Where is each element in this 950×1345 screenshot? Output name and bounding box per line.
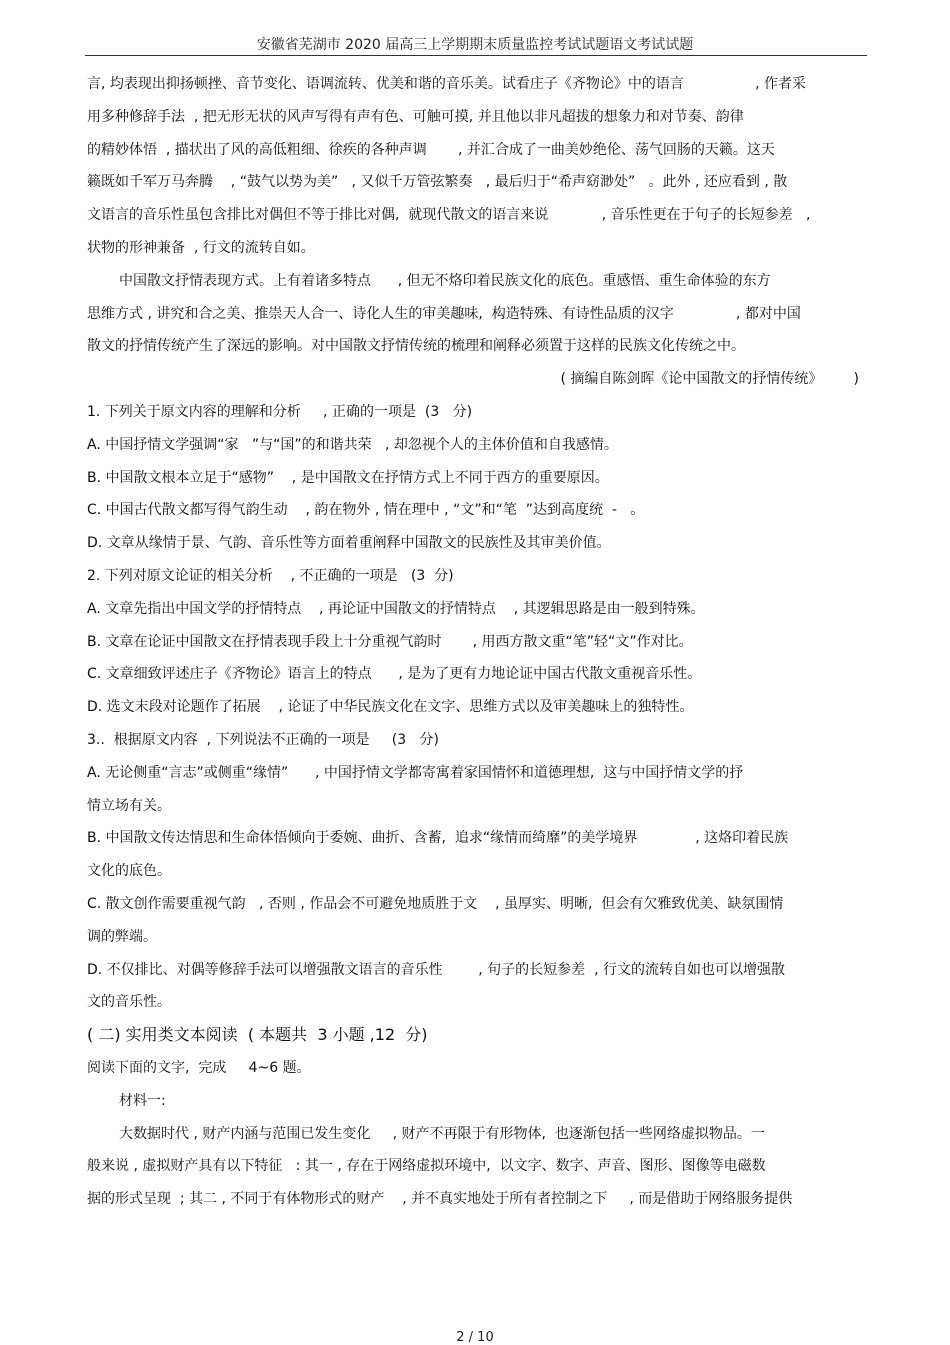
text-line: ( 摘编自陈剑晖《论中国散文的抒情传统》 ) [560,371,859,388]
text-line: A. 文章先指出中国文学的抒情特点 , 再论证中国散文的抒情特点 , 其逻辑思路是由一般到特殊。 [87,600,705,617]
text-line: 文的音乐性。 [87,994,171,1011]
text-line: 言, 均表现出抑扬顿挫、音节变化、语调流转、优美和谐的音乐美。试看庄子《齐物论》中的语言 , 作者采 [87,76,807,92]
text-line: 材料一: [119,1092,166,1109]
header-divider [85,55,867,56]
text-line: 文化的底色。 [87,863,171,880]
text-line: ( 二) 实用类文本阅读 ( 本题共 3 小题 ,12 分) [87,1025,428,1045]
text-line: D. 文章从缘情于景、气韵、音乐性等方面着重阐释中国散文的民族性及其审美价值。 [87,535,611,552]
text-line: 籁既如千军万马奔腾 , “鼓气以势为美” , 又似千万管弦繁奏 , 最后归于“希声窈渺处” 。此外 , 还应看到 , 散 [87,174,788,191]
text-line: B. 文章在论证中国散文在抒情表现手段上十分重视气韵时 , 用西方散文重“笔”轻“文”作对比。 [87,633,693,650]
text-line: 1. 下列关于原文内容的理解和分析 , 正确的一项是 (3 分) [87,403,473,420]
text-line: B. 中国散文传达情思和生命体悟倾向于委婉、曲折、含蓄, 追求“缘情而绮靡”的美学境界 , 这烙印着民族 [87,830,789,847]
text-line: 般来说 , 虚拟财产具有以下特征 : 其一 , 存在于网络虚拟环境中, 以文字、数字、声音、图形、图像等电磁数 [87,1158,766,1175]
text-line: D. 不仅排比、对偶等修辞手法可以增强散文语言的音乐性 , 句子的长短参差 , 行文的流转自如也可以增强散 [87,961,785,978]
text-line: 3.. 根据原文内容 , 下列说法不正确的一项是 (3 分) [87,731,439,748]
page-number: 2 / 10 [456,1330,494,1345]
text-line: A. 中国抒情文学强调“家 ”与“国”的和谐共荣 , 却忽视个人的主体价值和自我感情。 [87,436,618,453]
document-body [87,68,867,1216]
text-line: 用多种修辞手法 , 把无形无状的风声写得有声有色、可触可摸, 并且他以非凡超拔的想象力和对节奏、韵律 [87,108,744,125]
text-line: B. 中国散文根本立足于“感物” , 是中国散文在抒情方式上不同于西方的重要原因。 [87,469,609,486]
text-line: 状物的形神兼备 , 行文的流转自如。 [87,239,315,256]
text-line: 据的形式呈现 ; 其二 , 不同于有体物形式的财产 , 并不真实地处于所有者控制之下 , 而是借助于网络服务提供 [87,1191,793,1208]
page-header: 安徽省芜湖市 2020 届高三上学期期末质量监控考试试题语文考试试题 [256,37,694,53]
text-line: 思维方式 , 讲究和合之美、推崇天人合一、诗化人生的审美趣味, 构造特殊、有诗性品质的汉字 , 都对中国 [87,305,801,322]
text-line: 文语言的音乐性虽包含排比对偶但不等于排比对偶, 就现代散文的语言来说 , 音乐性更在于句子的长短参差 , [87,207,811,224]
text-line: 大数据时代 , 财产内涵与范围已发生变化 , 财产不再限于有形物体, 也逐渐包括一些网络虚拟物品。一 [119,1125,765,1142]
text-line: D. 选文末段对论题作了拓展 , 论证了中华民族文化在文字、思维方式以及审美趣味上的独特性。 [87,699,694,716]
text-line: 散文的抒情传统产生了深远的影响。对中国散文抒情传统的梳理和阐释必须置于这样的民族文化传统之中。 [87,338,745,355]
text-line: 2. 下列对原文论证的相关分析 , 不正确的一项是 (3 分) [87,567,454,584]
text-line: C. 散文创作需要重视气韵 , 否则 , 作品会不可避免地质胜于文 , 虽厚实、明晰, 但会有欠雅致优美、缺氛围情 [87,895,784,912]
text-line: A. 无论侧重“言志”或侧重“缘情” , 中国抒情文学都寄寓着家国情怀和道德理想, 这与中国抒情文学的抒 [87,764,744,781]
text-line: 阅读下面的文字, 完成 4~6 题。 [87,1059,311,1076]
text-line: 情立场有关。 [87,797,171,814]
text-line: 调的弊端。 [87,928,157,945]
text-line: 的精妙体悟 , 描状出了风的高低粗细、徐疾的各种声调 , 并汇合成了一曲美妙绝伦、荡气回肠的天籁。这天 [87,141,775,158]
text-line: C. 文章细致评述庄子《齐物论》语言上的特点 , 是为了更有力地论证中国古代散文重视音乐性。 [87,666,702,683]
text-line: C. 中国古代散文都写得气韵生动 , 韵在物外 , 情在理中 , “文”和“笔 ”达到高度统 - 。 [87,502,645,519]
text-line: 中国散文抒情表现方式。上有着诸多特点 , 但无不烙印着民族文化的底色。重感悟、重生命体验的东方 [119,272,771,289]
